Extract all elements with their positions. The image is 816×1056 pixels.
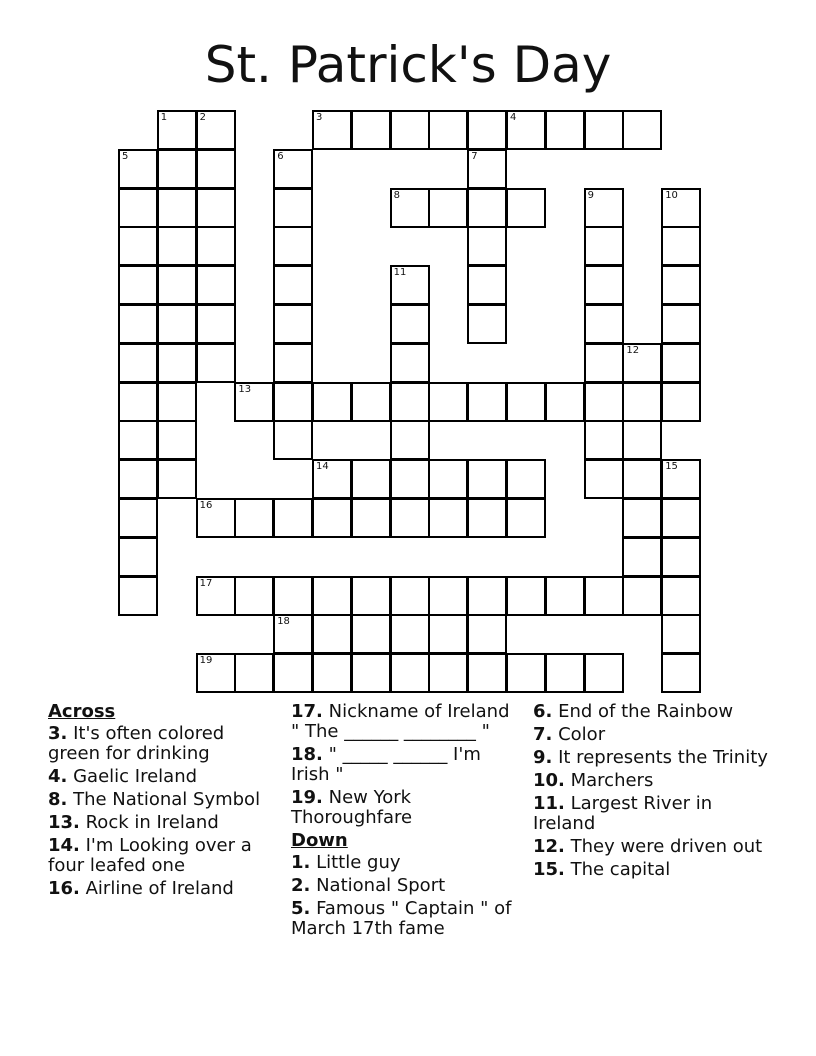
grid-cell[interactable] <box>622 459 662 499</box>
grid-cell[interactable] <box>118 226 158 266</box>
clue-text: Color <box>552 724 606 745</box>
grid-cell[interactable] <box>351 459 391 499</box>
grid-cell[interactable] <box>351 382 391 422</box>
grid-cell[interactable] <box>157 459 197 499</box>
grid-cell[interactable] <box>196 576 236 616</box>
grid-cell[interactable] <box>390 498 430 538</box>
grid-cell[interactable] <box>661 188 701 228</box>
cell-number: 2 <box>199 112 206 123</box>
grid-cell[interactable] <box>273 420 313 460</box>
grid-cell[interactable] <box>390 420 430 460</box>
grid-cell[interactable] <box>428 653 468 693</box>
grid-cell[interactable] <box>506 653 546 693</box>
clue-number: 6. <box>533 701 553 722</box>
clue-item <box>533 794 768 834</box>
grid-cell[interactable] <box>622 382 662 422</box>
clue-item <box>48 790 273 810</box>
grid-cell[interactable] <box>390 110 430 150</box>
clue-item <box>48 813 273 833</box>
grid-cell[interactable] <box>506 576 546 616</box>
grid-cell[interactable] <box>467 614 507 654</box>
grid-cell[interactable] <box>584 653 624 693</box>
grid-cell[interactable] <box>545 576 585 616</box>
grid-cell[interactable] <box>622 498 662 538</box>
cell-number: 8 <box>393 189 400 201</box>
cell-number: 16 <box>199 500 213 511</box>
cell-number: 14 <box>316 461 329 473</box>
grid-cell[interactable] <box>622 420 662 460</box>
grid-cell[interactable] <box>234 576 274 616</box>
grid-cell[interactable] <box>661 498 701 538</box>
grid-cell[interactable] <box>622 110 662 150</box>
clue-item <box>291 788 523 828</box>
clue-number: 16. <box>48 878 80 899</box>
grid-cell[interactable] <box>467 149 507 189</box>
grid-cell[interactable] <box>273 614 313 654</box>
grid-cell[interactable] <box>273 149 313 189</box>
clue-item <box>533 837 768 857</box>
grid-cell[interactable] <box>467 188 507 228</box>
grid-cell[interactable] <box>584 226 624 266</box>
grid-cell[interactable] <box>351 576 391 616</box>
cell-number: 3 <box>316 112 323 123</box>
grid-cell[interactable] <box>584 265 624 305</box>
grid-cell[interactable] <box>661 343 701 383</box>
puzzle-title: St. Patrick's Day <box>204 36 612 94</box>
grid-cell[interactable] <box>506 110 546 150</box>
grid-cell[interactable] <box>118 188 158 228</box>
grid-cell[interactable] <box>390 188 430 228</box>
clue-text: Airline of Ireland <box>79 878 234 899</box>
clue-number: 14. <box>48 835 80 856</box>
grid-cell[interactable] <box>428 614 468 654</box>
grid-cell[interactable] <box>312 614 352 654</box>
grid-cell[interactable] <box>157 149 197 189</box>
grid-cell[interactable] <box>506 459 546 499</box>
grid-cell[interactable] <box>428 576 468 616</box>
grid-cell[interactable] <box>661 537 701 577</box>
grid-cell[interactable] <box>584 110 624 150</box>
clue-number: 12. <box>533 836 565 857</box>
clues-column-1 <box>48 702 273 902</box>
grid-cell[interactable] <box>196 265 236 305</box>
cell-number: 15 <box>665 461 678 473</box>
clue-number: 18. <box>291 744 323 765</box>
clue-number: 5. <box>291 898 311 919</box>
grid-cell[interactable] <box>118 498 158 538</box>
down-clue-list-continued <box>533 702 768 880</box>
clue-text: It's often colored green for drinking <box>48 723 225 764</box>
grid-cell[interactable] <box>584 459 624 499</box>
grid-cell[interactable] <box>196 498 236 538</box>
grid-cell[interactable] <box>428 382 468 422</box>
grid-cell[interactable] <box>390 343 430 383</box>
grid-cell[interactable] <box>157 188 197 228</box>
grid-cell[interactable] <box>196 110 236 150</box>
clue-number: 19. <box>291 787 323 808</box>
cell-number: 4 <box>510 112 517 123</box>
cell-number: 19 <box>199 655 213 667</box>
grid-cell[interactable] <box>390 382 430 422</box>
clue-number: 11. <box>533 793 565 814</box>
clue-item <box>533 771 768 791</box>
clue-text: The National Symbol <box>67 789 261 810</box>
across-heading: Across <box>48 701 116 722</box>
clue-text: Famous " Captain " of March 17th fame <box>291 898 512 939</box>
grid-cell[interactable] <box>506 382 546 422</box>
clue-text: Little guy <box>310 852 401 873</box>
grid-cell[interactable] <box>661 614 701 654</box>
clue-text: Nickname of Ireland " The ______ ________ " <box>291 701 510 742</box>
grid-cell[interactable] <box>467 498 507 538</box>
grid-cell[interactable] <box>157 226 197 266</box>
grid-cell[interactable] <box>273 498 313 538</box>
grid-cell[interactable] <box>506 498 546 538</box>
clue-item <box>533 702 768 722</box>
clue-item <box>291 876 523 896</box>
grid-cell[interactable] <box>157 382 197 422</box>
clue-item <box>48 879 273 899</box>
down-heading: Down <box>291 830 348 851</box>
grid-cell[interactable] <box>234 653 274 693</box>
grid-cell[interactable] <box>467 576 507 616</box>
grid-cell[interactable] <box>196 149 236 189</box>
grid-cell[interactable] <box>118 343 158 383</box>
grid-cell[interactable] <box>622 343 662 383</box>
clue-text: Gaelic Ireland <box>67 766 198 787</box>
clue-text: New York Thoroughfare <box>291 787 413 828</box>
grid-cell[interactable] <box>312 653 352 693</box>
down-clue-list <box>291 853 523 939</box>
clue-text: National Sport <box>310 875 446 896</box>
grid-cell[interactable] <box>118 420 158 460</box>
grid-cell[interactable] <box>390 265 430 305</box>
grid-cell[interactable] <box>661 265 701 305</box>
grid-cell[interactable] <box>661 653 701 693</box>
grid-cell[interactable] <box>428 110 468 150</box>
clue-number: 9. <box>533 747 553 768</box>
grid-cell[interactable] <box>351 614 391 654</box>
cell-number: 9 <box>587 189 594 201</box>
clue-item <box>48 724 273 764</box>
grid-cell[interactable] <box>312 382 352 422</box>
grid-cell[interactable] <box>196 188 236 228</box>
clue-text: Marchers <box>564 770 654 791</box>
clue-number: 3. <box>48 723 68 744</box>
grid-cell[interactable] <box>351 110 391 150</box>
clue-text: Rock in Ireland <box>79 812 219 833</box>
across-clue-list <box>48 724 273 899</box>
cell-number: 10 <box>665 189 678 201</box>
clue-number: 8. <box>48 789 68 810</box>
grid-cell[interactable] <box>157 110 197 150</box>
grid-cell[interactable] <box>390 459 430 499</box>
clue-item <box>533 725 768 745</box>
grid-cell[interactable] <box>196 343 236 383</box>
clue-text: They were driven out <box>564 836 763 857</box>
grid-cell[interactable] <box>545 382 585 422</box>
grid-cell[interactable] <box>622 537 662 577</box>
grid-cell[interactable] <box>118 576 158 616</box>
grid-cell[interactable] <box>661 459 701 499</box>
clue-text: End of the Rainbow <box>552 701 734 722</box>
grid-cell[interactable] <box>157 343 197 383</box>
grid-cell[interactable] <box>273 304 313 344</box>
grid-cell[interactable] <box>584 576 624 616</box>
grid-cell[interactable] <box>584 382 624 422</box>
cell-number: 7 <box>471 150 478 162</box>
clue-number: 17. <box>291 701 323 722</box>
grid-cell[interactable] <box>467 304 507 344</box>
grid-cell[interactable] <box>196 653 236 693</box>
clue-number: 15. <box>533 859 565 880</box>
clue-text: It represents the Trinity <box>552 747 768 768</box>
cell-number: 6 <box>277 150 284 162</box>
grid-cell[interactable] <box>157 304 197 344</box>
grid-cell[interactable] <box>118 149 158 189</box>
grid-cell[interactable] <box>584 420 624 460</box>
grid-cell[interactable] <box>118 382 158 422</box>
clue-number: 2. <box>291 875 311 896</box>
clue-number: 13. <box>48 812 80 833</box>
cell-number: 17 <box>199 577 213 589</box>
clue-item <box>291 745 523 785</box>
grid-cell[interactable] <box>506 188 546 228</box>
grid-cell[interactable] <box>545 110 585 150</box>
grid-cell[interactable] <box>196 226 236 266</box>
grid-cell[interactable] <box>428 188 468 228</box>
grid-cell[interactable] <box>428 459 468 499</box>
clue-item <box>533 748 768 768</box>
clue-number: 4. <box>48 766 68 787</box>
cell-number: 11 <box>393 267 407 279</box>
grid-cell[interactable] <box>312 459 352 499</box>
grid-cell[interactable] <box>234 382 274 422</box>
grid-cell[interactable] <box>467 265 507 305</box>
grid-cell[interactable] <box>351 653 391 693</box>
grid-cell[interactable] <box>273 382 313 422</box>
clue-text: I'm Looking over a four leafed one <box>48 835 252 876</box>
cell-number: 18 <box>277 616 290 628</box>
grid-cell[interactable] <box>661 304 701 344</box>
grid-cell[interactable] <box>273 653 313 693</box>
grid-cell[interactable] <box>428 498 468 538</box>
clue-item <box>48 767 273 787</box>
clue-number: 7. <box>533 724 553 745</box>
clue-text: " _____ ______ I'm Irish " <box>291 744 481 785</box>
clues-column-2 <box>291 702 523 942</box>
clue-item <box>291 899 523 939</box>
cell-number: 1 <box>160 112 168 123</box>
grid-cell[interactable] <box>196 304 236 344</box>
grid-cell[interactable] <box>584 304 624 344</box>
clue-item <box>48 836 273 876</box>
grid-cell[interactable] <box>467 653 507 693</box>
grid-cell[interactable] <box>390 653 430 693</box>
grid-cell[interactable] <box>584 343 624 383</box>
grid-cell[interactable] <box>584 188 624 228</box>
grid-cell[interactable] <box>467 382 507 422</box>
grid-cell[interactable] <box>273 343 313 383</box>
grid-cell[interactable] <box>467 459 507 499</box>
clue-number: 1. <box>291 852 311 873</box>
grid-cell[interactable] <box>661 576 701 616</box>
clues-column-3 <box>533 702 768 883</box>
grid-cell[interactable] <box>312 498 352 538</box>
grid-cell[interactable] <box>545 653 585 693</box>
clue-item <box>291 853 523 873</box>
clue-item <box>533 860 768 880</box>
grid-cell[interactable] <box>390 614 430 654</box>
grid-cell[interactable] <box>312 110 352 150</box>
grid-cell[interactable] <box>351 498 391 538</box>
grid-cell[interactable] <box>118 537 158 577</box>
grid-cell[interactable] <box>467 226 507 266</box>
grid-cell[interactable] <box>273 576 313 616</box>
grid-cell[interactable] <box>467 110 507 150</box>
grid-cell[interactable] <box>390 304 430 344</box>
grid-cell[interactable] <box>273 265 313 305</box>
cell-number: 5 <box>122 150 129 162</box>
grid-cell[interactable] <box>157 265 197 305</box>
grid-cell[interactable] <box>661 226 701 266</box>
clue-text: Largest River in Ireland <box>533 793 713 834</box>
cell-number: 12 <box>626 344 640 356</box>
across-clue-list-continued <box>291 702 523 828</box>
grid-cell[interactable] <box>312 576 352 616</box>
grid-cell[interactable] <box>118 265 158 305</box>
grid-cell[interactable] <box>390 576 430 616</box>
grid-cell[interactable] <box>273 188 313 228</box>
clue-text: The capital <box>564 859 671 880</box>
grid-cell[interactable] <box>118 459 158 499</box>
grid-cell[interactable] <box>622 576 662 616</box>
cell-number: 13 <box>238 383 252 395</box>
grid-cell[interactable] <box>661 382 701 422</box>
grid-cell[interactable] <box>234 498 274 538</box>
grid-cell[interactable] <box>157 420 197 460</box>
clue-item <box>291 702 523 742</box>
clue-number: 10. <box>533 770 565 791</box>
grid-cell[interactable] <box>273 226 313 266</box>
grid-cell[interactable] <box>118 304 158 344</box>
